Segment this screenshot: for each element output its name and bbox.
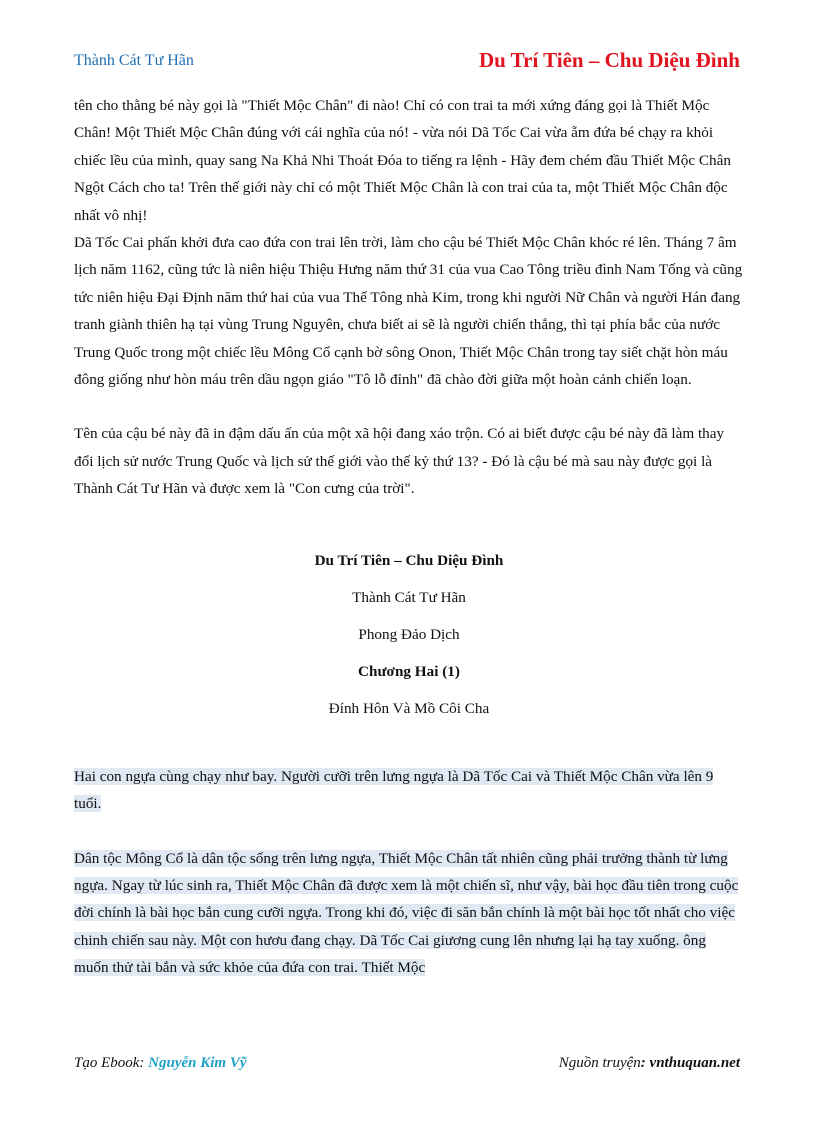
chapter-book-title: Thành Cát Tư Hãn bbox=[352, 588, 466, 606]
footer-source-label: Nguồn truyện bbox=[558, 1055, 641, 1071]
chapter-heading-block bbox=[74, 547, 744, 722]
footer-ebook-author: Nguyễn Kim Vỹ bbox=[148, 1055, 247, 1071]
chapter-number: Chương Hai (1) bbox=[358, 662, 460, 680]
running-header-authors: Du Trí Tiên – Chu Diệu Đình bbox=[478, 48, 740, 72]
paragraph-3: Tên của cậu bé này đã in đậm dấu ấn của một xã hội đang xáo trộn. Có ai biết được cậu bé này đã làm thay đổi lịch sử nước Trung Quốc và lịch sử thế giới vào thế kỷ thứ 13? - Đó là cậu bé mà sau này được gọi là Thành Cát Tư Hãn và được xem là "Con cưng của trời". bbox=[74, 425, 725, 498]
paragraph-4 bbox=[74, 763, 744, 818]
page-content bbox=[74, 92, 744, 982]
chapter-title: Đính Hôn Và Mồ Côi Cha bbox=[328, 699, 490, 717]
chapter-translator: Phong Đảo Dịch bbox=[358, 625, 460, 643]
paragraph-1: tên cho thằng bé này gọi là "Thiết Mộc Chân" đi nào! Chỉ có con trai ta mới xứng đáng gọi là Thiết Mộc Chân! Một Thiết Mộc Chân đúng với cái nghĩa của nó! - vừa nói Dã Tốc Cai vừa ẵm đứa bé chạy ra khỏi chiếc lều của mình, quay sang Na Khả Nhi Thoát Đóa to tiếng ra lệnh - Hãy đem chém đầu Thiết Mộc Chân Ngột Cách cho ta! Trên thế giới này chỉ có một Thiết Mộc Chân là con trai của ta, một Thiết Mộc Chân độc nhất vô nhị! bbox=[74, 97, 731, 224]
footer-source-site: vnthuquan.net bbox=[649, 1055, 740, 1071]
chapter-authors: Du Trí Tiên – Chu Diệu Đình bbox=[314, 551, 504, 569]
paragraph-2: Dã Tốc Cai phấn khởi đưa cao đứa con trai lên trời, làm cho cậu bé Thiết Mộc Chân khóc ré lên. Tháng 7 âm lịch năm 1162, cũng tức là niên hiệu Thiệu Hưng năm thứ 31 của vua Cao Tông triều đình Nam Tống và cũng tức niên hiệu Đại Định năm thứ hai của vua Thế Tông nhà Kim, trong khi người Nữ Chân và người Hán đang tranh giành thiên hạ tại vùng Trung Nguyên, chưa biết ai sẽ là người chiến thắng, thì tại phía bắc của nước Trung Quốc trong một chiếc lều Mông Cổ cạnh bờ sông Onon, Thiết Mộc Chân trong tay siết chặt hòn máu đông giống như hòn máu trên dầu ngọn giáo "Tô lỗ đỉnh" đã chào đời giữa một hoàn cảnh chiến loạn. bbox=[74, 234, 743, 389]
footer-source-credit: Nguồn truyện: vnthuquan.net bbox=[558, 1055, 740, 1071]
paragraph-5 bbox=[74, 845, 744, 982]
highlighted-text: Dân tộc Mông Cổ là dân tộc sống trên lưng ngựa, Thiết Mộc Chân tất nhiên cũng phải trưởng thành từ lưng ngựa. Ngay từ lúc sinh ra, Thiết Mộc Chân đã được xem là một chiến sĩ, như vậy, bài học đầu tiên trong cuộc đời chính là bài học bắn cung cưỡi ngựa. Trong khi đó, việc đi săn bắn chính là một bài học tốt nhất cho việc chinh chiến sau này. Một con hươu đang chạy. Dã Tốc Cai giương cung lên nhưng lại hạ tay xuống. ông muốn thử tài bắn và sức khỏe của đứa con trai. Thiết Mộc bbox=[74, 849, 739, 977]
running-header-book-title: Thành Cát Tư Hãn bbox=[74, 52, 194, 69]
highlighted-text: Hai con ngựa cùng chạy như bay. Người cưỡi trên lưng ngựa là Dã Tốc Cai và Thiết Mộc Chân vừa lên 9 tuổi. bbox=[74, 767, 714, 813]
footer-ebook-credit: Tạo Ebook: Nguyễn Kim Vỹ bbox=[74, 1055, 247, 1071]
footer-ebook-label: Tạo Ebook bbox=[74, 1055, 140, 1071]
